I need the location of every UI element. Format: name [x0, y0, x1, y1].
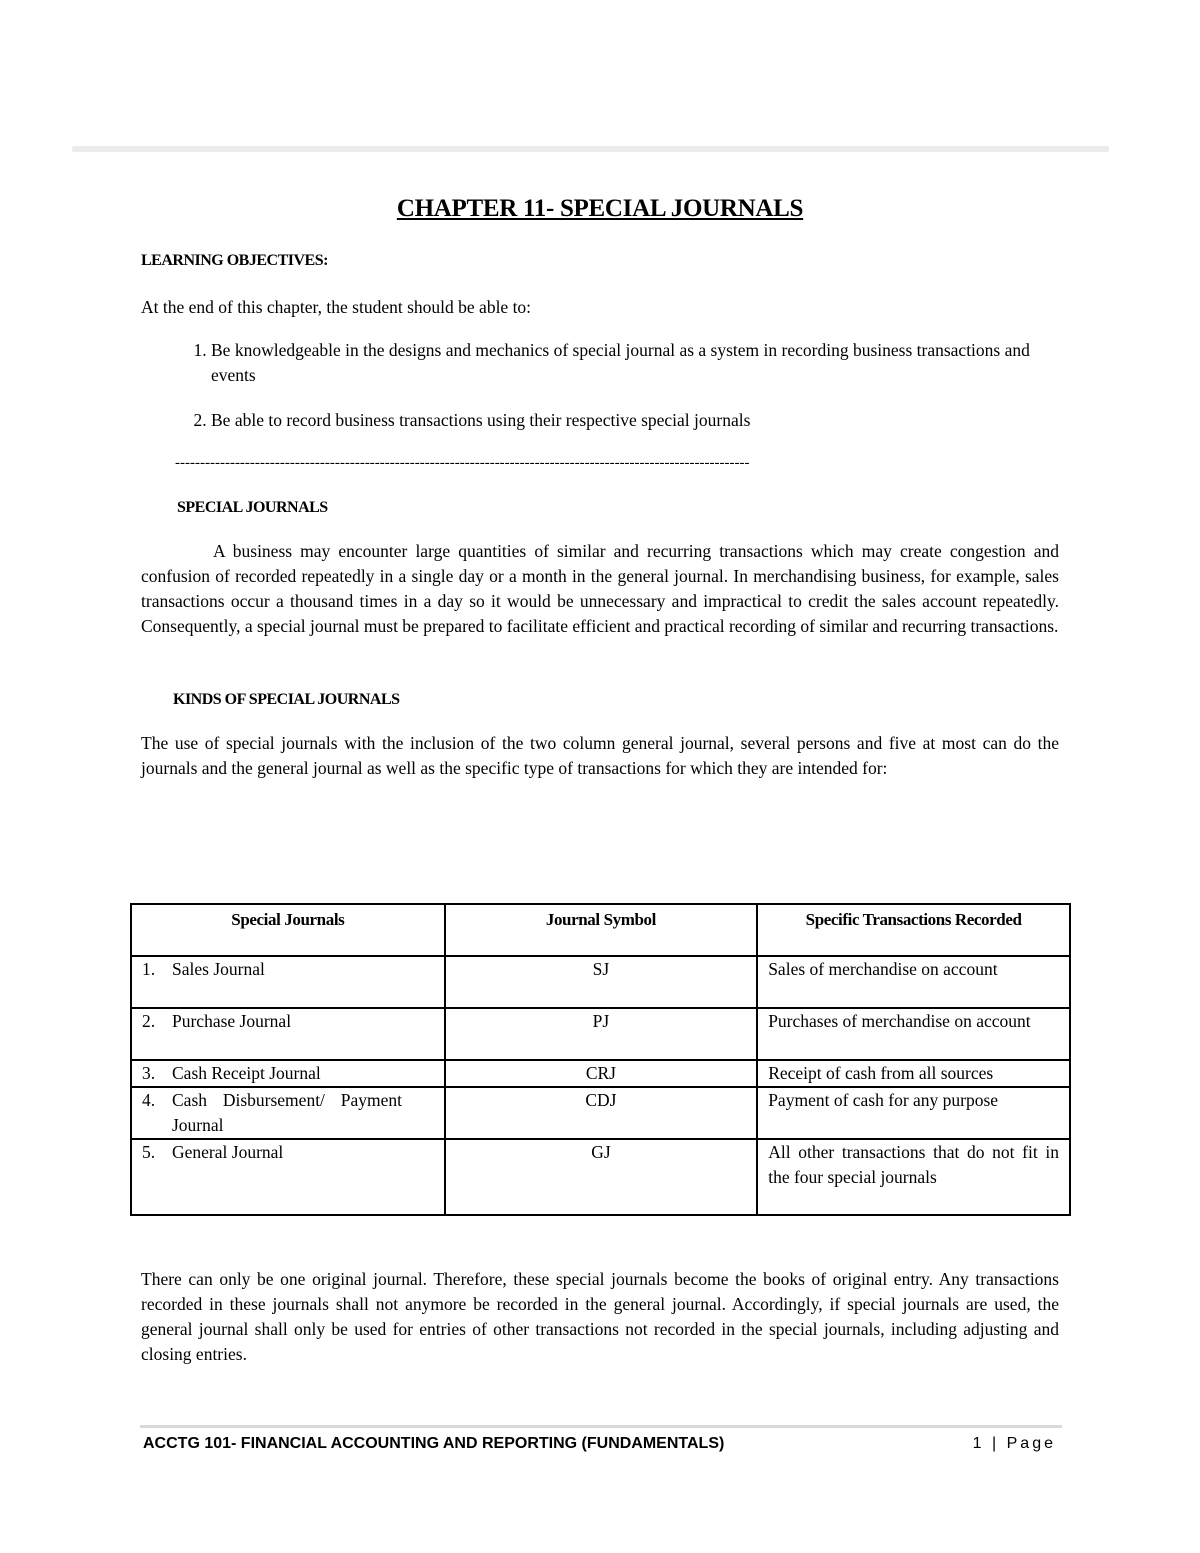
table-row	[131, 1087, 1070, 1139]
page-footer	[143, 1433, 1056, 1455]
objective-item: 1. Be knowledgeable in the designs and mechanics of special journal as a system in recording business transactions and events	[211, 338, 1059, 388]
journal-description: Payment of cash for any purpose	[757, 1087, 1070, 1139]
special-journals-paragraph: A business may encounter large quantities of similar and recurring transactions which may create congestion and confusion of recorded repeatedly in a single day or a month in the general journal. In merchandising business, for example, sales transactions occur a thousand times in a day so it would be unnecessary and impractical to credit the sales account repeatedly. Consequently, a special journal must be prepared to facilitate efficient and practical recording of similar and recurring transactions.	[141, 541, 1059, 636]
footer-rule	[140, 1425, 1062, 1428]
special-journals-heading: SPECIAL JOURNALS	[177, 499, 328, 516]
objectives-list	[141, 338, 1059, 433]
table-row	[131, 1008, 1070, 1060]
journal-name: Cash Receipt Journal	[172, 1063, 321, 1083]
journal-name: General Journal	[172, 1142, 284, 1162]
footer-page-indicator	[973, 1433, 1056, 1455]
chapter-title: CHAPTER 11- SPECIAL JOURNALS	[396, 195, 804, 222]
journal-description: Sales of merchandise on account	[757, 956, 1070, 1008]
journal-name-cell	[131, 1060, 445, 1087]
row-number: 2.	[142, 1011, 156, 1031]
journal-name: Sales Journal	[172, 959, 265, 979]
row-number: 3.	[142, 1063, 156, 1083]
objectives-intro: At the end of this chapter, the student should be able to:	[141, 297, 532, 317]
page-content	[141, 192, 1059, 781]
journal-name-cell	[131, 956, 445, 1008]
journal-symbol: PJ	[445, 1008, 758, 1060]
header-rule	[72, 146, 1109, 152]
footer-course-title: ACCTG 101- FINANCIAL ACCOUNTING AND REPORTING (FUNDAMENTALS)	[143, 1435, 725, 1452]
journal-description: Receipt of cash from all sources	[757, 1060, 1070, 1087]
special-journals-table	[130, 903, 1071, 1216]
header-specific-transactions: Specific Transactions Recorded	[757, 904, 1070, 956]
kinds-paragraph: The use of special journals with the inclusion of the two column general journal, several persons and five at most can do the journals and the general journal as well as the specific type of transactions for which they are intended for:	[141, 733, 1059, 778]
journal-symbol: GJ	[445, 1139, 758, 1215]
section-divider: -------------------------------------------------------------------------------------------------------------------	[175, 455, 750, 471]
header-special-journals: Special Journals	[131, 904, 445, 956]
row-number: 5.	[142, 1142, 156, 1162]
journal-description: All other transactions that do not fit in the four special journals	[757, 1139, 1070, 1215]
row-number: 4.	[142, 1090, 156, 1110]
original-journal-paragraph: There can only be one original journal. Therefore, these special journals become the books of original entry. Any transactions recorded in these journals shall not anymore be recorded in the general journal. Accordingly, if special journals are used, the general journal shall only be used for entries of other transactions not recorded in the special journals, including adjusting and closing entries.	[141, 1269, 1059, 1364]
page-label: | Page	[992, 1435, 1056, 1452]
row-number: 1.	[142, 959, 156, 979]
journal-name: Cash Disbursement/ Payment Journal	[172, 1090, 402, 1135]
journal-name-cell	[131, 1008, 445, 1060]
table-header-row	[131, 904, 1070, 956]
kinds-heading: KINDS OF SPECIAL JOURNALS	[173, 691, 400, 708]
header-journal-symbol: Journal Symbol	[445, 904, 758, 956]
table-row	[131, 956, 1070, 1008]
journal-symbol: CDJ	[445, 1087, 758, 1139]
journal-symbol: SJ	[445, 956, 758, 1008]
table-row	[131, 1060, 1070, 1087]
journal-name-cell	[131, 1087, 445, 1139]
journal-description: Purchases of merchandise on account	[757, 1008, 1070, 1060]
page-number: 1	[972, 1435, 985, 1452]
objective-item: 2. Be able to record business transactions using their respective special journals	[211, 408, 1059, 433]
objectives-heading: LEARNING OBJECTIVES:	[141, 252, 328, 269]
journal-name: Purchase Journal	[172, 1011, 292, 1031]
table-row	[131, 1139, 1070, 1215]
journal-symbol: CRJ	[445, 1060, 758, 1087]
journal-name-cell	[131, 1139, 445, 1215]
